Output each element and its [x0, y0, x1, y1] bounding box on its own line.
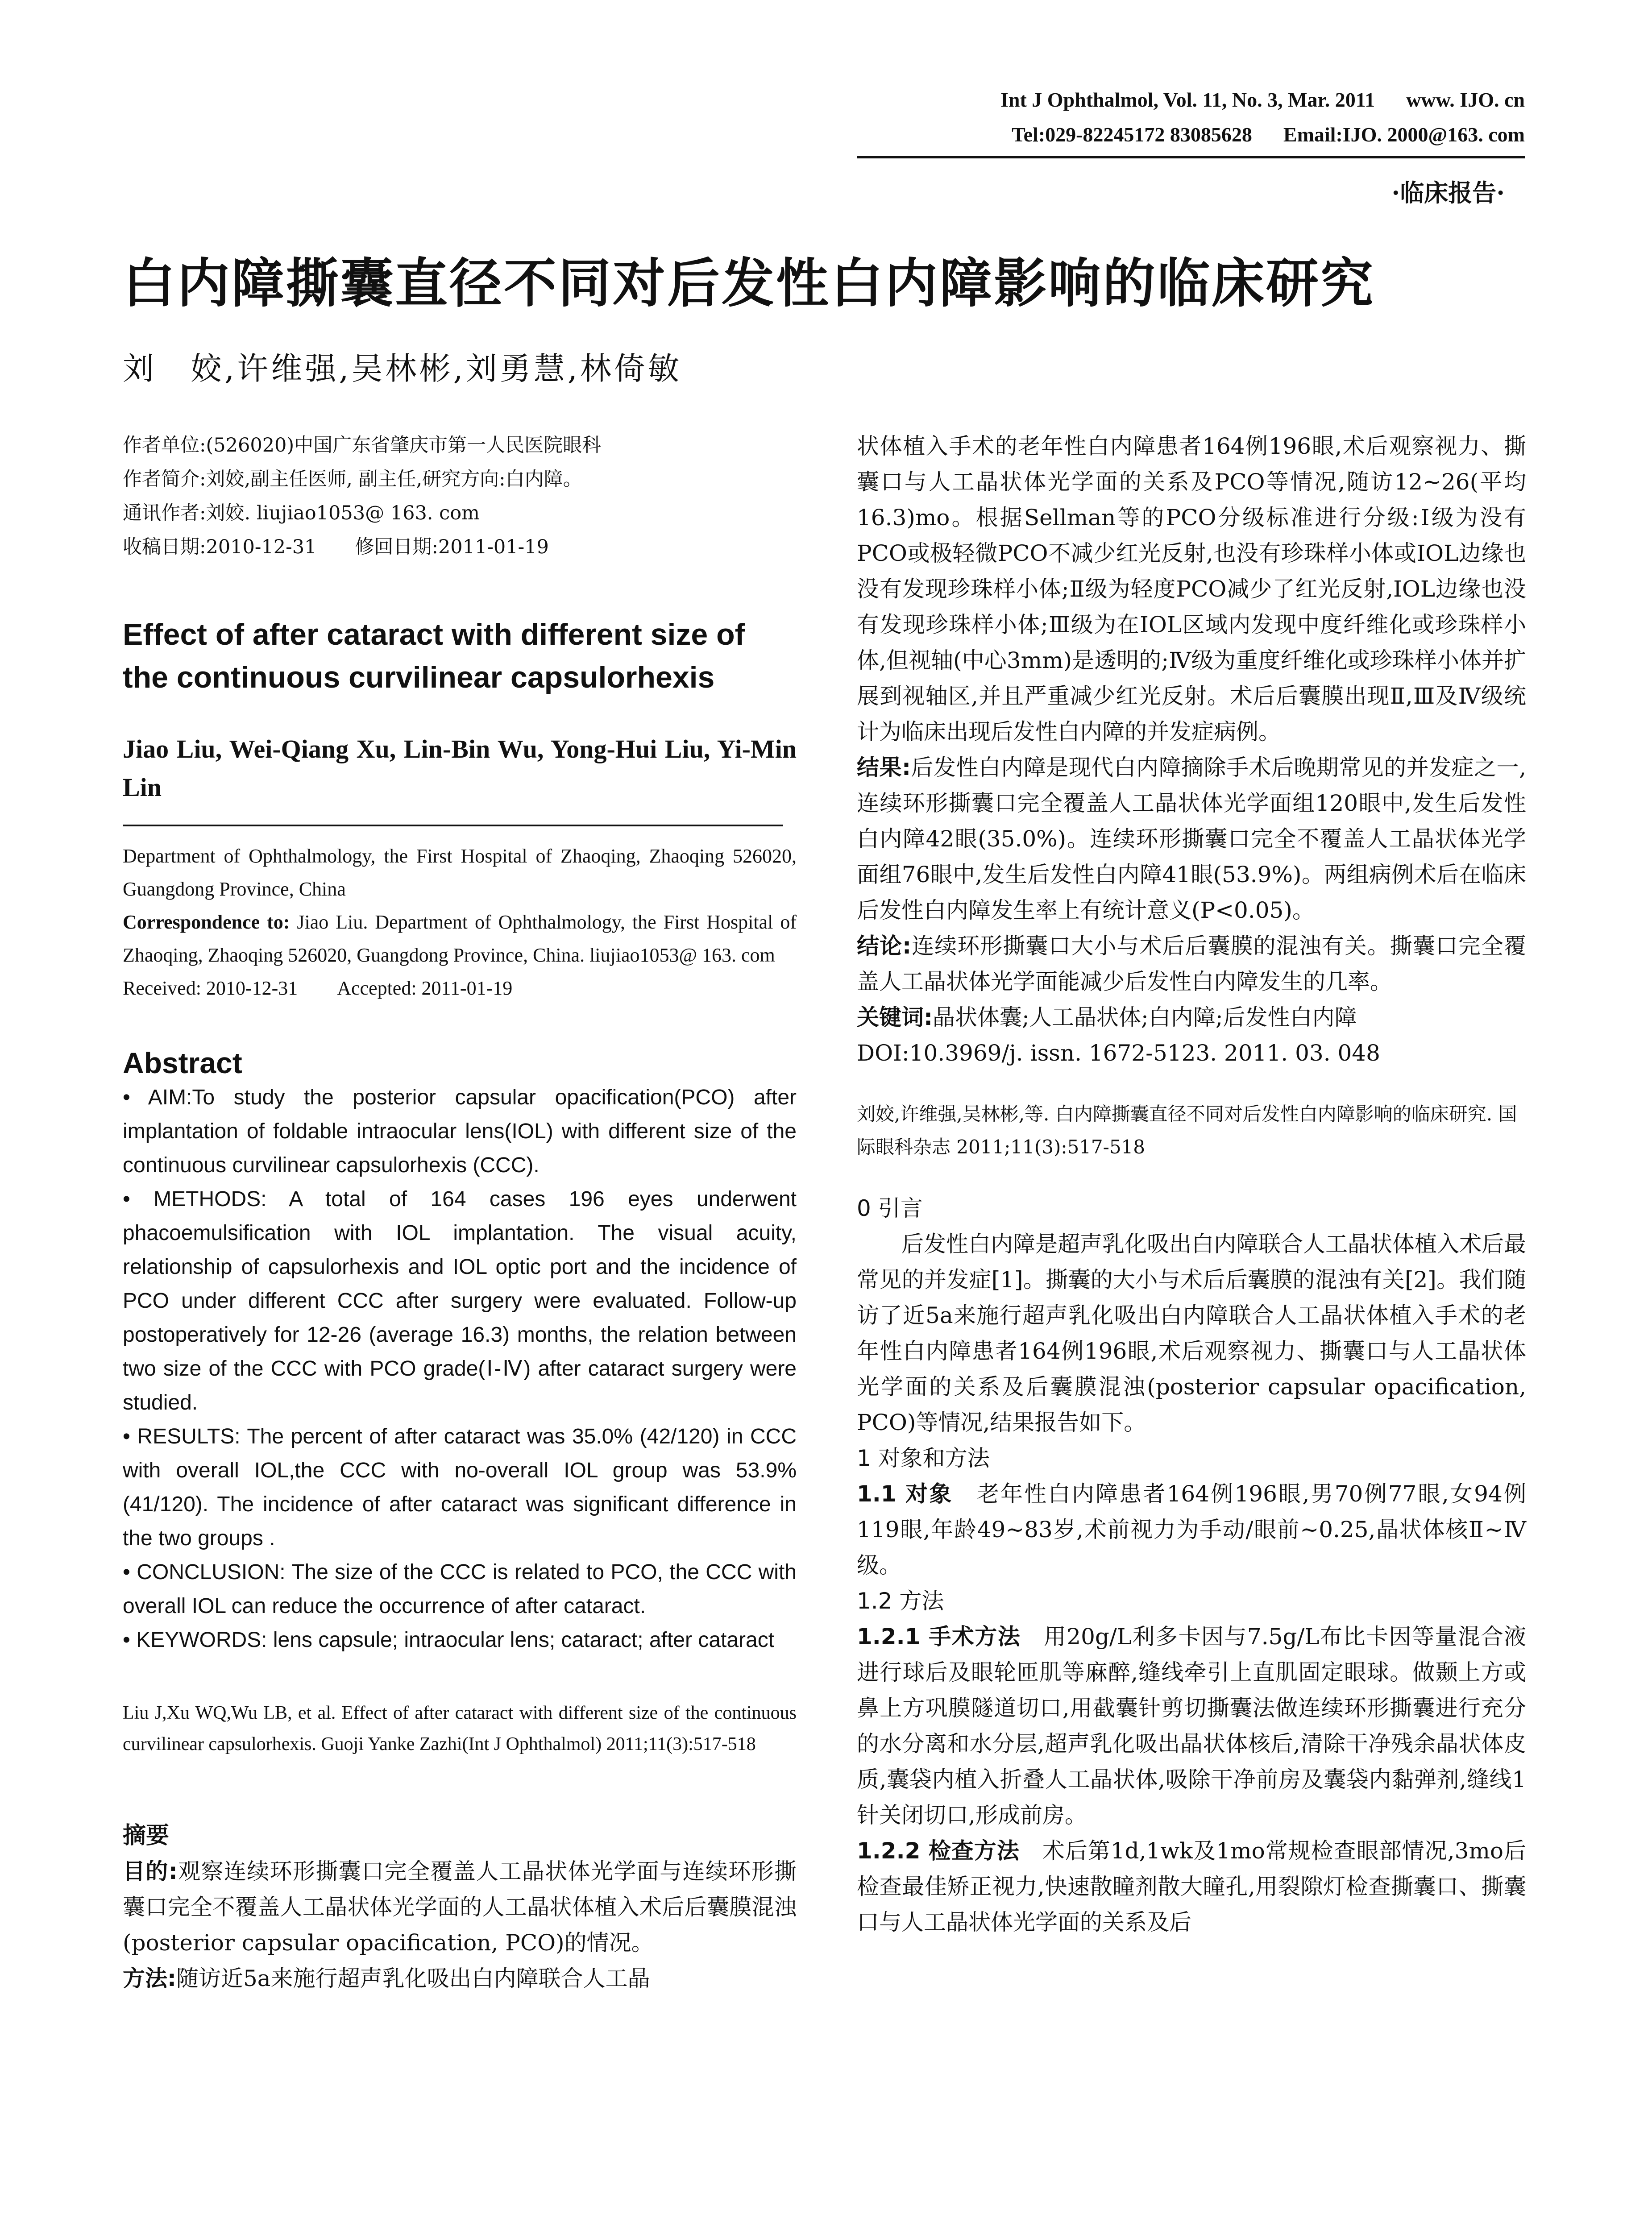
cn-results-text: 后发性白内障是现代白内障摘除手术后晚期常见的并发症之一,连续环形撕囊口完全覆盖人工晶状体光学面组120眼中,发生后发性白内障42眼(35.0%)。连续环形撕囊口完全不覆盖人工晶状体光学面组76眼中,发生后发性白内障41眼(53.9%)。两组病例术后在临床后发性白内障发生率上有统计意义(P<0.05)。 [857, 755, 1526, 923]
cn-aim-label: 目的: [123, 1858, 178, 1884]
article-title: 白内障撕囊直径不同对后发性白内障影响的临床研究 [123, 253, 1375, 314]
cn-keywords-label: 关键词: [857, 1004, 933, 1030]
info-correspondence: 通讯作者:刘姣. liujiao1053@ 163. com [123, 502, 480, 524]
affiliation-dept: Department of Ophthalmology, the First Hospital of Zhaoqing, Zhaoqing 526020, Guangdong Province, China [123, 845, 797, 900]
journal-issue: Int J Ophthalmol, Vol. 11, No. 3, Mar. 2011 [1000, 88, 1375, 111]
chinese-abstract-heading: 摘要 [123, 1822, 170, 1849]
cn-aim [123, 1854, 797, 1961]
intro-body [857, 1226, 1526, 1440]
intro-paragraph: 后发性白内障是超声乳化吸出白内障联合人工晶状体植入术后最常见的并发症[1]。撕囊的大小与术后后囊膜的混浊有关[2]。我们随访了近5a来施行超声乳化吸出白内障联合人工晶状体植入手术的老年性白内障患者164例196眼,术后观察视力、撕囊口与人工晶状体光学面的关系及后囊膜混浊(posterior capsular opacification, PCO)等情况,结果报告如下。 [857, 1231, 1526, 1435]
english-title: Effect of after cataract with different size of the continuous curvilinear capsulorhexis [123, 618, 745, 694]
correspondence-text: Jiao Liu. Department of Ophthalmology, the First Hospital of Zhaoqing, Zhaoqing 526020, Guangdong Province, China. liujiao1053@ 163. com [123, 911, 797, 966]
journal-phone: Tel:029-82245172 83085628 [1012, 123, 1252, 146]
cn-methods-label: 方法: [123, 1966, 176, 1991]
affiliation [123, 840, 797, 1005]
doi[interactable]: DOI:10.3969/j. issn. 1672-5123. 2011. 03. 048 [857, 1040, 1380, 1066]
section11 [857, 1476, 1526, 1583]
affiliation-rule [123, 825, 783, 826]
info-bio: 作者简介:刘姣,副主任医师, 副主任,研究方向:白内障。 [123, 468, 582, 490]
citation-chinese: 刘姣,许维强,吴林彬,等. 白内障撕囊直径不同对后发性白内障影响的临床研究. 国际眼科杂志 2011;11(3):517-518 [857, 1103, 1517, 1158]
cn-keywords-text: 晶状体囊;人工晶状体;白内障;后发性白内障 [933, 1004, 1357, 1030]
article-authors: 刘 姣,许维强,吴林彬,刘勇慧,林倚敏 [123, 350, 682, 387]
received-accepted: Received: 2010-12-31 Accepted: 2011-01-19 [123, 977, 513, 999]
cn-conclusion-label: 结论: [857, 933, 912, 959]
section12-heading: 1.2 方法 [857, 1588, 944, 1614]
citation-english: Liu J,Xu WQ,Wu LB, et al. Effect of after cataract with different size of the continuous curvilinear capsulorhexis. Guoji Yanke Zazhi(Int J Ophthalmol) 2011;11(3):517-518 [123, 1703, 797, 1754]
cn-methods-text-left: 随访近5a来施行超声乳化吸出白内障联合人工晶 [176, 1966, 650, 1991]
cn-results [857, 750, 1526, 928]
section11-text: 老年性白内障患者164例196眼,男70例77眼,女94例119眼,年龄49~83岁,术前视力为手动/眼前~0.25,晶状体核Ⅱ~Ⅳ级。 [857, 1481, 1526, 1578]
header-rule [857, 156, 1525, 158]
info-unit: 作者单位:(526020)中国广东省肇庆市第一人民医院眼科 [123, 434, 602, 456]
intro-heading: 0 引言 [857, 1195, 923, 1221]
section122-label: 1.2.2 检查方法 [857, 1838, 1020, 1864]
abstract-methods: • METHODS: A total of 164 cases 196 eyes underwent phacoemulsification with IOL implantation. The visual acuity, relationship of capsulorhexis and IOL optic port and the incidence of PCO under different CCC after surgery were evaluated. Follow-up postoperatively for 12-26 (average 16.3) months, the relation between two size of the CCC with PCO grade(Ⅰ-Ⅳ) after cataract surgery were studied. [123, 1187, 797, 1414]
cn-conclusion-text: 连续环形撕囊口大小与术后后囊膜的混浊有关。撕囊口完全覆盖人工晶状体光学面能减少后发性白内障发生的几率。 [857, 933, 1527, 995]
abstract-results: • RESULTS: The percent of after cataract was 35.0% (42/120) in CCC with overall IOL,the CCC with no-overall IOL group was 53.9%(41/120). The incidence of after cataract was significant difference in the two groups . [123, 1425, 797, 1550]
author-info [123, 428, 797, 564]
info-dates: 收稿日期:2010-12-31 修回日期:2011-01-19 [123, 536, 549, 558]
correspondence-label: Correspondence to: [123, 911, 290, 933]
section-tag: ·临床报告· [1391, 178, 1505, 207]
section1-heading: 1 对象和方法 [857, 1445, 990, 1471]
cn-results-label: 结果: [857, 755, 911, 780]
cn-keywords [857, 999, 1526, 1035]
abstract-aim: • AIM:To study the posterior capsular opacification(PCO) after implantation of foldable intraocular lens(IOL) with different size of the continuous curvilinear capsulorhexis (CCC). [123, 1086, 797, 1177]
section121 [857, 1619, 1526, 1833]
section121-text: 用20g/L利多卡因与7.5g/L布比卡因等量混合液进行球后及眼轮匝肌等麻醉,缝线牵引上直肌固定眼球。做颞上方或鼻上方巩膜隧道切口,用截囊针剪切撕囊法做连续环形撕囊进行充分的水分离和水分层,超声乳化吸出晶状体核后,清除干净残余晶状体皮质,囊袋内植入折叠人工晶状体,吸除干净前房及囊袋内黏弹剂,缝线1针关闭切口,形成前房。 [857, 1624, 1526, 1828]
running-header [1000, 83, 1525, 152]
journal-website[interactable]: www. IJO. cn [1406, 88, 1525, 111]
abstract-heading: Abstract [123, 1046, 242, 1079]
english-abstract [123, 1081, 797, 1657]
chinese-abstract-right [857, 428, 1526, 1071]
affiliation-correspondence [123, 906, 797, 972]
section122 [857, 1833, 1526, 1940]
abstract-conclusion: • CONCLUSION: The size of the CCC is related to PCO, the CCC with overall IOL can reduce the occurrence of after cataract. [123, 1560, 797, 1618]
section11-label: 1.1 对象 [857, 1481, 953, 1507]
cn-methods-start [123, 1961, 797, 1996]
section121-label: 1.2.1 手术方法 [857, 1624, 1021, 1650]
right-column [857, 428, 1526, 1940]
cn-methods-text-right: 状体植入手术的老年性白内障患者164例196眼,术后观察视力、撕囊口与人工晶状体光学面的关系及PCO等情况,随访12~26(平均16.3)mo。根据Sellman等的PCO分级标准进行分级:Ⅰ级为没有PCO或极轻微PCO不减少红光反射,也没有珍珠样小体或IOL边缘也没有发现珍珠样小体;Ⅱ级为轻度PCO减少了红光反射,IOL边缘也没有发现珍珠样小体;Ⅲ级为在IOL区域内发现中度纤维化或珍珠样小体,但视轴(中心3mm)是透明的;Ⅳ级为重度纤维化或珍珠样小体并扩展到视轴区,并且严重减少红光反射。术后后囊膜出现Ⅱ,Ⅲ及Ⅳ级统计为临床出现后发性白内障的并发症病例。 [857, 433, 1526, 745]
cn-conclusion [857, 928, 1526, 999]
english-authors: Jiao Liu, Wei-Qiang Xu, Lin-Bin Wu, Yong-Hui Liu, Yi-Min Lin [123, 734, 797, 802]
chinese-abstract-left [123, 1854, 797, 1996]
abstract-keywords: • KEYWORDS: lens capsule; intraocular lens; cataract; after cataract [123, 1628, 775, 1652]
section122-text: 术后第1d,1wk及1mo常规检查眼部情况,3mo后检查最佳矫正视力,快速散瞳剂散大瞳孔,用裂隙灯检查撕囊口、撕囊口与人工晶状体光学面的关系及后 [857, 1838, 1526, 1935]
left-column [123, 428, 797, 1996]
journal-email[interactable]: Email:IJO. 2000@163. com [1283, 123, 1525, 146]
cn-aim-text: 观察连续环形撕囊口完全覆盖人工晶状体光学面与连续环形撕囊口完全不覆盖人工晶状体光学面的人工晶状体植入术后后囊膜混浊(posterior capsular opacification, PCO)的情况。 [123, 1858, 797, 1956]
